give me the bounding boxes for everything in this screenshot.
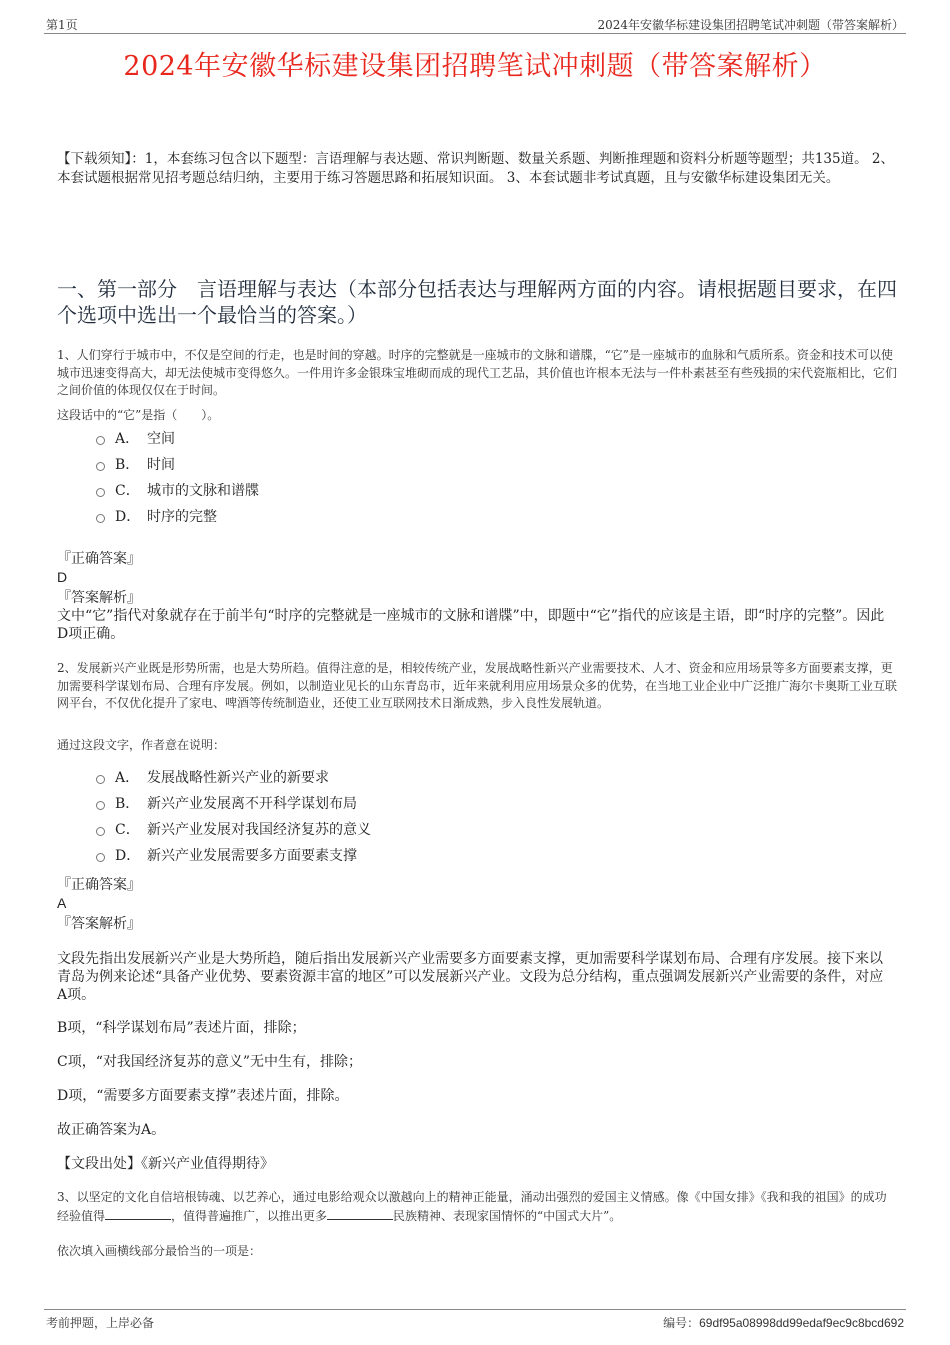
fill-blank-1[interactable] [105,1207,171,1220]
header-doc-title: 2024年安徽华标建设集团招聘笔试冲刺题（带答案解析） [597,18,904,32]
option-letter: C． [115,822,140,838]
option-text: 发展战略性新兴产业的新要求 [147,770,329,786]
footer-code-value: 69df95a08998dd99edaf9ec9c8bcd692 [699,1316,904,1330]
q1-analysis-label: 『答案解析』 [57,590,141,606]
page-title: 2024年安徽华标建设集团招聘笔试冲刺题（带答案解析） [123,51,827,82]
q2-source: 【文段出处】《新兴产业值得期待》 [57,1156,274,1172]
page-number: 第1页 [46,18,78,32]
question-2-text: 2、发展新兴产业既是形势所需，也是大势所趋。值得注意的是，相较传统产业，发展战略性新兴产业需要技术、人才、资金和应用场景等多方面要素支撑，更加需要科学谋划布局、合理有序发展。例如，以制造业见长的山东青岛市，近年来就利用应用场景众多的优势，在当地工业企业中广泛推广海尔卡奥斯工业互联网平台，不仅优化提升了家电、啤酒等传统制造业，还使工业互联网技术日渐成熟，步入良性发展轨道。 [57,661,898,710]
option-letter: B． [115,796,140,812]
q2-analysis-b: B项，“科学谋划布局”表述片面，排除； [57,1020,306,1036]
question-3-text [57,1189,897,1225]
q2-analysis-d: D项，“需要多方面要素支撑”表述片面，排除。 [57,1088,349,1104]
option-letter: C． [115,483,140,499]
q1-answer-label: 『正确答案』 [57,551,141,567]
radio-icon[interactable] [96,462,105,471]
download-notice: 【下载须知】：1，本套练习包含以下题型：言语理解与表达题、常识判断题、数量关系题、判断推理题和资料分析题等题型；共135道。 2、本套试题根据常见招考题总结归纳，主要用于练习答题思路和拓展知识面。 3、本套试题非考试真题，且与安徽华标建设集团无关。 [57,151,894,186]
option-letter: D． [115,509,141,525]
footer-code-label: 编号： [663,1316,700,1330]
question-1-text: 1、人们穿行于城市中，不仅是空间的行走，也是时间的穿越。时序的完整就是一座城市的文脉和谱牒，“它”是一座城市的血脉和气质所系。资金和技术可以使城市迅速变得高大，却无法使城市变得悠久。一件用许多金银珠宝堆砌而成的现代工艺品，其价值也许根本无法与一件朴素甚至有些残损的宋代瓷瓶相比，它们之间价值的体现仅仅在于时间。 [57,348,898,397]
option-text: 新兴产业发展需要多方面要素支撑 [147,848,357,864]
radio-icon[interactable] [96,827,105,836]
option-letter: D． [115,848,141,864]
option-text: 新兴产业发展对我国经济复苏的意义 [147,822,371,838]
q1-option-b[interactable] [96,455,175,475]
option-letter: B． [115,457,140,473]
q3-text-part1: 3、以坚定的文化自信培根铸魂、以艺养心，通过电影给观众以激越向上的精神正能量，涌动出强烈的爱国主义情感。像《中国女排》《我和我的祖国》的成功经验值得 [57,1190,887,1223]
radio-icon[interactable] [96,801,105,810]
option-letter: A． [115,431,140,447]
option-text: 空间 [147,431,175,447]
radio-icon[interactable] [96,775,105,784]
radio-icon[interactable] [96,853,105,862]
option-text: 时序的完整 [147,509,217,525]
q2-option-d[interactable] [96,846,357,866]
footer-slogan: 考前押题，上岸必备 [46,1316,155,1330]
option-letter: A． [115,770,140,786]
q2-answer-label: 『正确答案』 [57,877,141,893]
radio-icon[interactable] [96,514,105,523]
q2-answer: A [57,895,67,911]
footer-code [663,1314,904,1331]
q3-text-part3: 民族精神、表现家国情怀的“中国式大片”。 [393,1208,622,1223]
q3-text-part2: ，值得普遍推广，以推出更多 [171,1208,328,1223]
question-3-prompt: 依次填入画横线部分最恰当的一项是： [57,1244,262,1258]
question-1-prompt: 这段话中的“它”是指（ ）。 [57,408,220,422]
question-2-prompt: 通过这段文字，作者意在说明： [57,738,226,752]
option-text: 时间 [147,457,175,473]
q2-option-c[interactable] [96,820,371,840]
option-text: 城市的文脉和谱牒 [147,483,259,499]
fill-blank-2[interactable] [327,1207,393,1220]
q2-analysis: 文段先指出发展新兴产业是大势所趋，随后指出发展新兴产业需要多方面要素支撑，更加需要科学谋划布局、合理有序发展。接下来以青岛为例来论述“具备产业优势、要素资源丰富的地区”可以发展新兴产业。文段为总分结构，重点强调发展新兴产业需要的条件，对应A项。 [57,951,884,1003]
q2-analysis-c: C项，“对我国经济复苏的意义”无中生有，排除； [57,1054,363,1070]
section-heading: 一、第一部分 言语理解与表达（本部分包括表达与理解两方面的内容。请根据题目要求，在四个选项中选出一个最恰当的答案。） [57,277,897,327]
q2-option-a[interactable] [96,768,329,788]
q1-analysis: 文中“它”指代对象就存在于前半句“时序的完整就是一座城市的文脉和谱牒”中，即题中“它”指代的应该是主语，即“时序的完整”。因此D项正确。 [57,608,885,642]
radio-icon[interactable] [96,436,105,445]
q2-option-b[interactable] [96,794,357,814]
q2-conclusion: 故正确答案为A。 [57,1122,166,1138]
header-divider [44,33,906,34]
q1-option-c[interactable] [96,481,259,501]
q2-analysis-label: 『答案解析』 [57,916,141,932]
q1-option-d[interactable] [96,507,217,527]
footer-divider [44,1309,906,1310]
q1-option-a[interactable] [96,429,175,449]
option-text: 新兴产业发展离不开科学谋划布局 [147,796,357,812]
q1-answer: D [57,569,68,585]
radio-icon[interactable] [96,488,105,497]
